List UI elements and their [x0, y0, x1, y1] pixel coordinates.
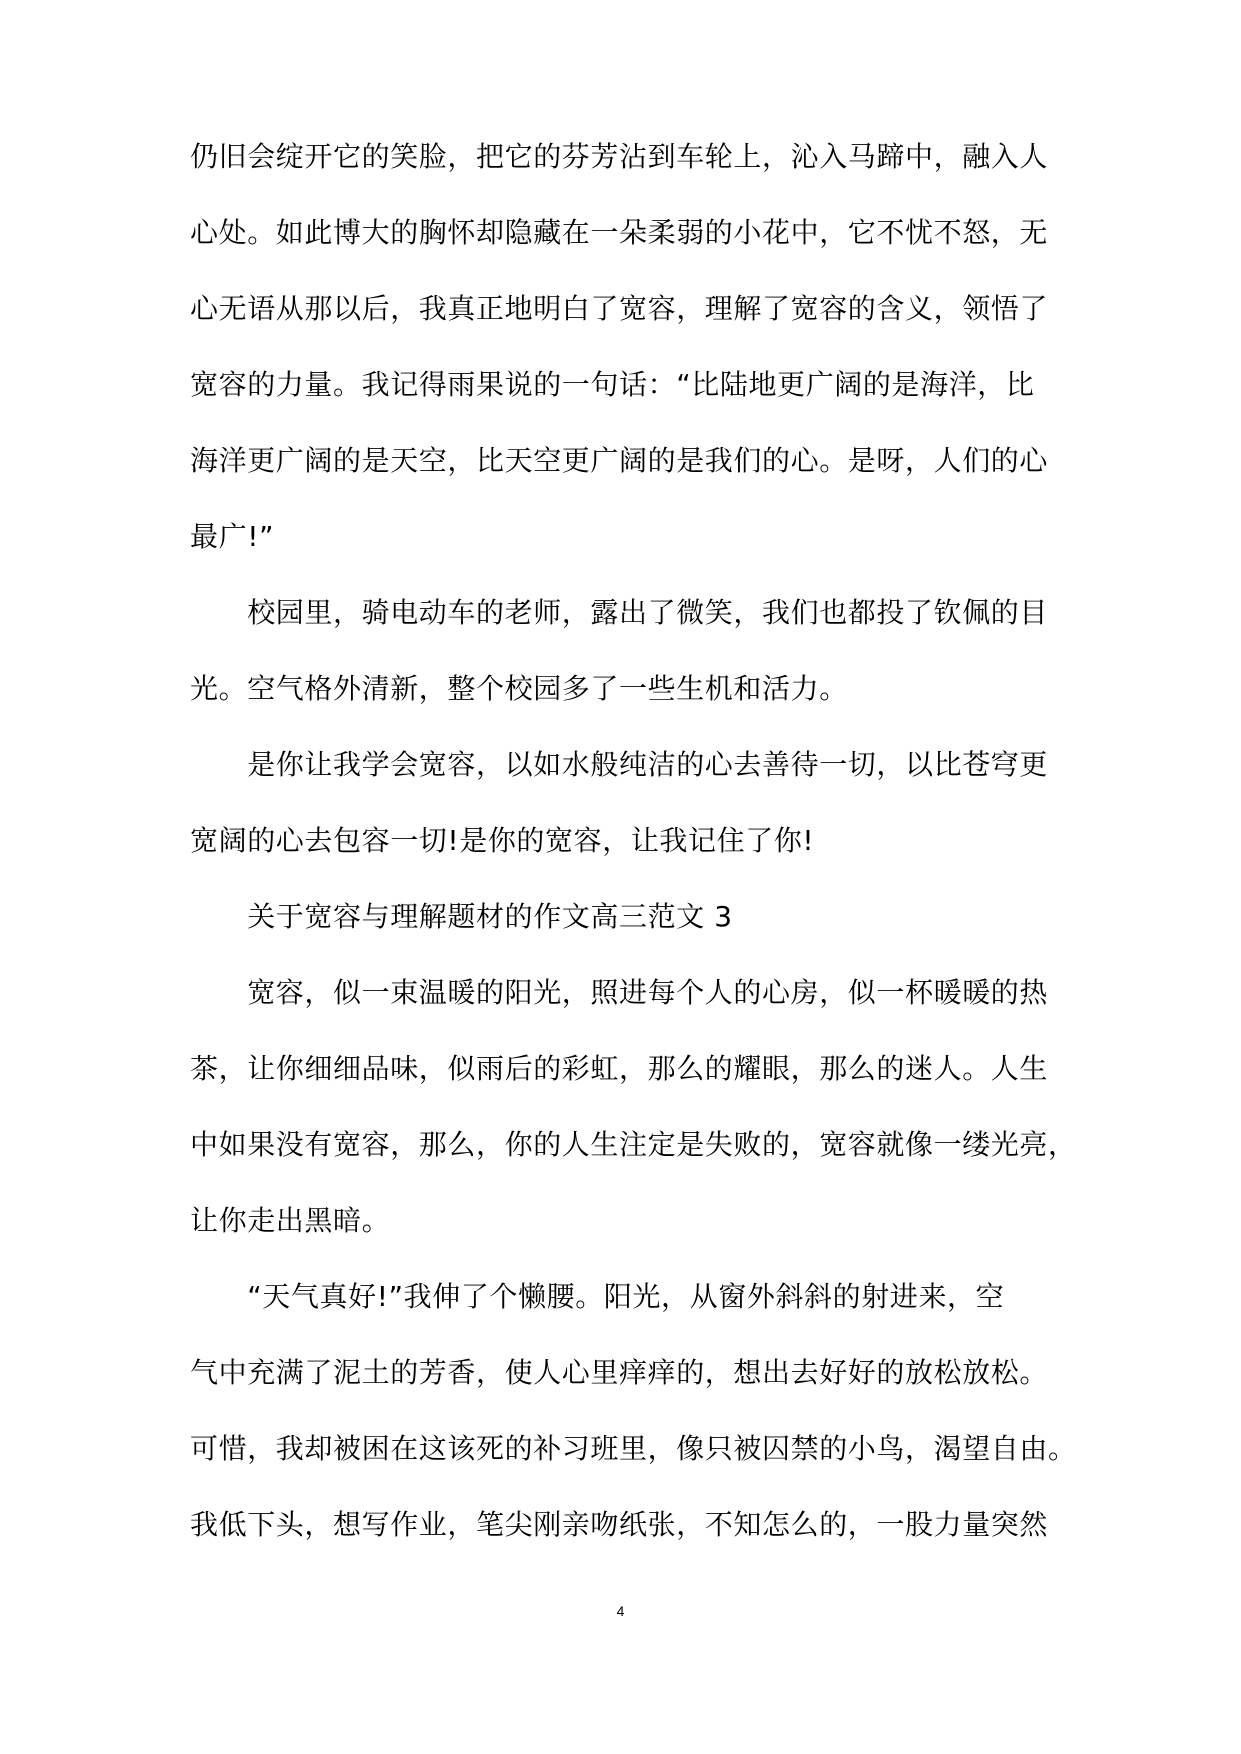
text-line: 可惜，我却被困在这该死的补习班里，像只被囚禁的小鸟，渴望自由。: [190, 1432, 1077, 1465]
text-line: 中如果没有宽容，那么，你的人生注定是失败的，宽容就像一缕光亮，: [190, 1128, 1077, 1161]
text-line: 让你走出黑暗。: [190, 1204, 391, 1237]
section-heading: 关于宽容与理解题材的作文高三范文 3: [190, 900, 733, 933]
text-line: 光。空气格外清新，整个校园多了一些生机和活力。: [190, 672, 848, 705]
text-line: 海洋更广阔的是天空，比天空更广阔的是我们的心。是呀，人们的心: [190, 444, 1049, 477]
text-line: 校园里，骑电动车的老师，露出了微笑，我们也都投了钦佩的目: [190, 596, 1049, 629]
text-line: 心无语从那以后，我真正地明白了宽容，理解了宽容的含义，领悟了: [190, 292, 1049, 325]
text-line: 我低下头，想写作业，笔尖刚亲吻纸张，不知怎么的，一股力量突然: [190, 1508, 1049, 1541]
page-number: 4: [616, 1603, 625, 1619]
text-line: 宽阔的心去包容一切!是你的宽容，让我记住了你!: [190, 824, 815, 857]
text-line: 是你让我学会宽容，以如水般纯洁的心去善待一切，以比苍穹更: [190, 748, 1049, 781]
text-line: 宽容，似一束温暖的阳光，照进每个人的心房，似一杯暖暖的热: [190, 976, 1049, 1009]
text-line: 心处。如此博大的胸怀却隐藏在一朵柔弱的小花中，它不忧不怒，无: [190, 216, 1049, 249]
text-line: “天气真好!”我伸了个懒腰。阳光，从窗外斜斜的射进来，空: [190, 1280, 1005, 1313]
text-line: 仍旧会绽开它的笑脸，把它的芬芳沾到车轮上，沁入马蹄中，融入人: [190, 140, 1049, 173]
text-line: 茶，让你细细品味，似雨后的彩虹，那么的耀眼，那么的迷人。人生: [190, 1052, 1049, 1085]
text-line: 宽容的力量。我记得雨果说的一句话：“比陆地更广阔的是海洋，比: [190, 368, 1035, 401]
text-line: 最广!”: [190, 520, 275, 553]
text-line: 气中充满了泥土的芳香，使人心里痒痒的，想出去好好的放松放松。: [190, 1356, 1049, 1389]
